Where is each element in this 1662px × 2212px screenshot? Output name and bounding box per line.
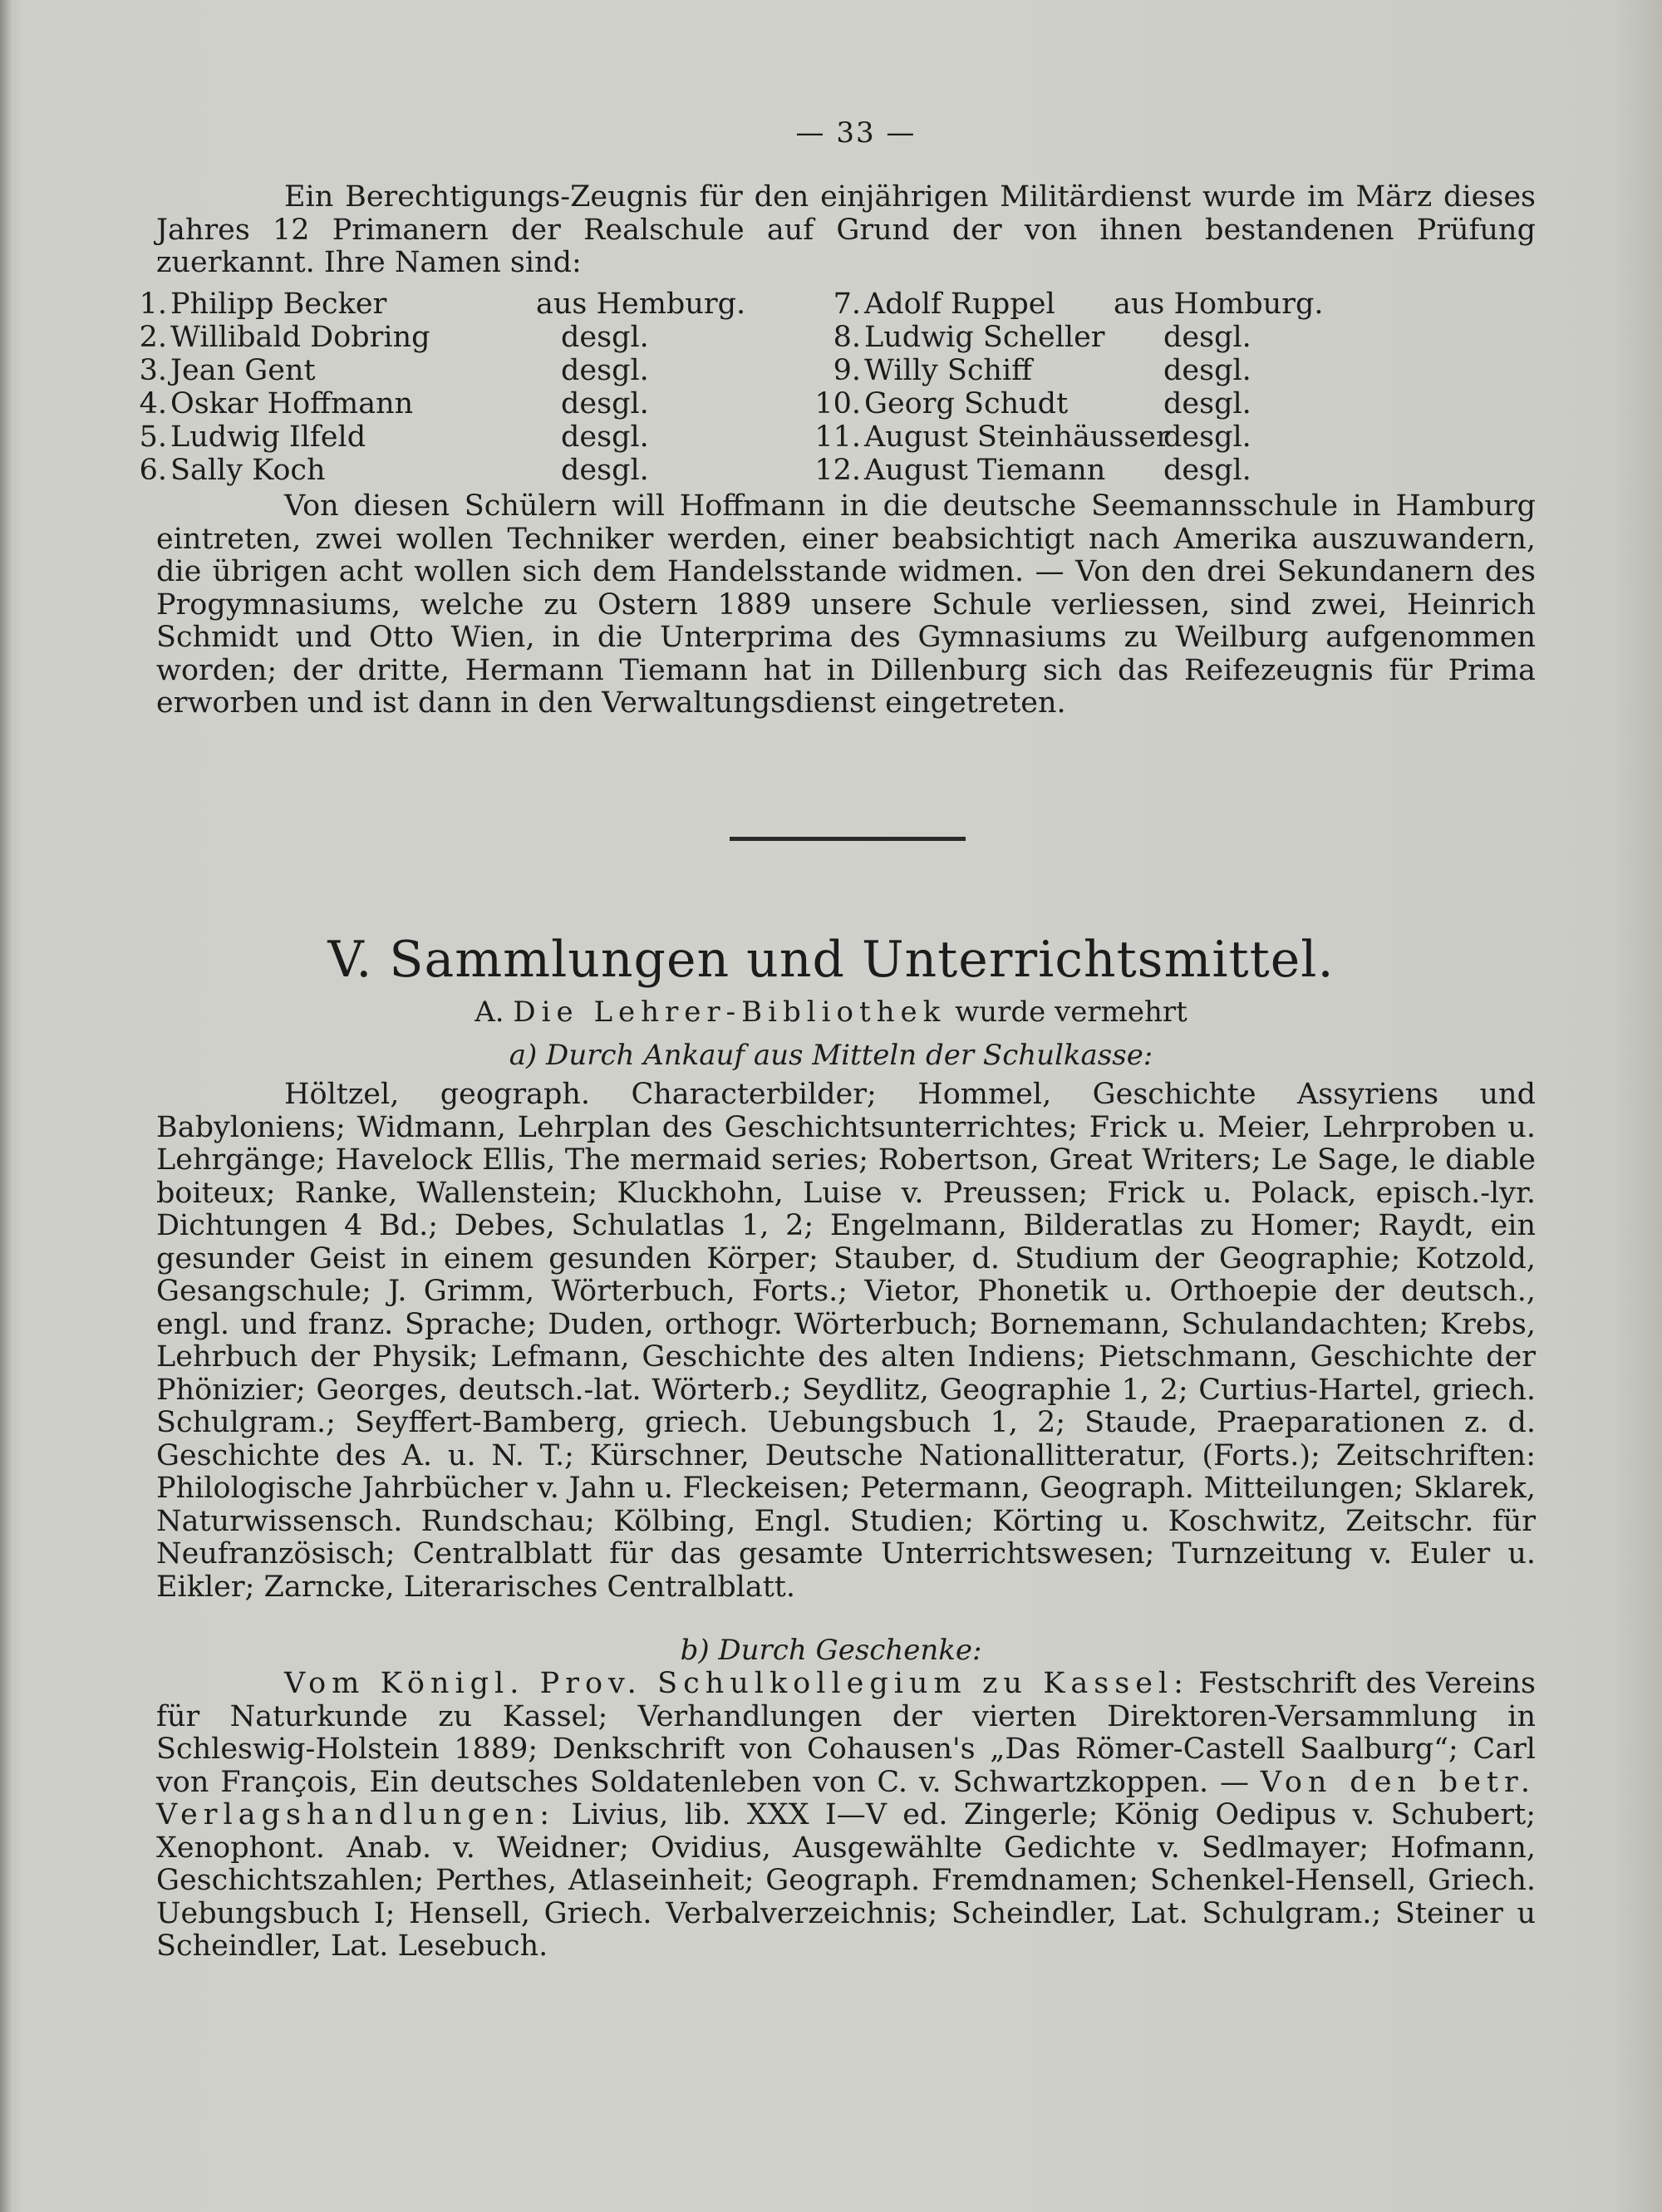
- section-divider: [730, 837, 966, 841]
- paragraph-text: Höltzel, geograph. Characterbilder; Hommel, Geschichte Assyriens und Babyloniens; Widmann, Lehrplan des Geschichtsunterrichtes; Frick u. Meier, Lehrproben u. Lehrgänge; Havelock Ellis, The mermaid series; Robertson, Great Writers; Le Sage, le diable boiteux; Ranke, Wallenstein; Kluckhohn, Luise v. Preussen; Frick u. Polack, episch.-lyr. Dichtungen 4 Bd.; Debes, Schulatlas 1, 2; Engelmann, Bilderatlas zu Homer; Raydt, ein gesunder Geist in einem gesunden Körper; Stauber, d. Studium der Geographie; Kotzold, Gesangschule; J. Grimm, Wörterbuch, Forts.; Vietor, Phonetik u. Orthoepie der deutsch., engl. und franz. Sprache; Duden, orthogr. Wörterbuch; Bornemann, Schulandachten; Krebs, Lehrbuch der Physik; Lefmann, Geschichte des alten Indiens; Pietschmann, Geschichte der Phönizier; Georges, deutsch.-lat. Wörterb.; Seydlitz, Geographie 1, 2; Curtius-Hartel, griech. Schulgram.; Seyffert-Bamberg, griech. Uebungsbuch 1, 2; Staude, Praeparationen z. d. Geschichte des A. u. N. T.; Kürschner, Deutsche Nationallitteratur, (Forts.); Zeitschriften: Philologische Jahrbücher v. Jahn u. Fleckeisen; Petermann, Geograph. Mitteilungen; Sklarek, Naturwissensch. Rundschau; Kölbing, Engl. Studien; Körting u. Koschwitz, Zeitschr. für Neufranzösisch; Centralblatt für das gesamte Unterrichtswesen; Turnzeitung v. Euler u. Eikler; Zarncke, Literarisches Centralblatt.: [156, 1078, 1536, 1604]
- student-number: 8.: [833, 321, 861, 354]
- student-name: Willibald Dobring: [170, 321, 430, 354]
- paragraph-text: Ein Berechtigungs-Zeugnis für den einjährigen Militärdienst wurde im März dieses Jahres 12 Primanern der Realschule auf Grund der von ihnen bestandenen Prüfung zuerkannt. Ihre Namen sind:: [156, 180, 1536, 279]
- gifts-list-paragraph: [156, 1668, 1536, 1964]
- student-origin: desgl.: [561, 354, 649, 387]
- student-number: 7.: [833, 288, 861, 321]
- page-number: — 33 —: [795, 116, 917, 150]
- subheading-prefix: A.: [475, 995, 504, 1029]
- student-origin: desgl.: [1163, 321, 1251, 354]
- student-number: 10.: [814, 387, 861, 420]
- student-name: Ludwig Ilfeld: [170, 420, 366, 454]
- library-subheading: [0, 995, 1662, 1029]
- student-number: 3.: [139, 354, 167, 387]
- student-name: Adolf Ruppel: [864, 288, 1055, 321]
- student-origin: aus Hemburg.: [536, 288, 746, 321]
- student-name: Georg Schudt: [864, 387, 1069, 420]
- student-list: [139, 288, 1334, 487]
- gifts-heading: b) Durch Geschenke:: [680, 1634, 982, 1667]
- student-name: August Tiemann: [864, 454, 1106, 487]
- student-number: 5.: [139, 420, 167, 454]
- student-number: 9.: [833, 354, 861, 387]
- student-name: Philipp Becker: [170, 288, 387, 321]
- student-name: Jean Gent: [170, 354, 316, 387]
- donor-spaced-1: Vom Königl. Prov. Schulkollegium zu Kassel:: [284, 1667, 1189, 1700]
- certificate-paragraph: [156, 181, 1536, 280]
- student-origin: desgl.: [1163, 454, 1251, 487]
- student-origin: desgl.: [561, 387, 649, 420]
- student-number: 4.: [139, 387, 167, 420]
- purchase-list-paragraph: [156, 1079, 1536, 1604]
- student-origin: desgl.: [561, 420, 649, 454]
- student-number: 12.: [814, 454, 861, 487]
- student-origin: aus Homburg.: [1114, 288, 1324, 321]
- student-origin: desgl.: [561, 321, 649, 354]
- gift-text-2: Livius, lib. XXX I—V ed. Zingerle; König Oedipus v. Schubert; Xenophont. Anab. v. Weidner; Ovidius, Ausgewählte Gedichte v. Sedlmayer; Hofmann, Geschichtszahlen; Perthes, Atlaseinheit; Geograph. Fremdnamen; Schenkel-Hensell, Griech. Uebungsbuch I; Hensell, Griech. Verbalverzeichnis; Scheindler, Lat. Schulgram.; Steiner u Scheindler, Lat. Lesebuch.: [156, 1798, 1536, 1963]
- student-origin: desgl.: [1163, 354, 1251, 387]
- student-name: Ludwig Scheller: [864, 321, 1105, 354]
- student-name: Sally Koch: [170, 454, 326, 487]
- page-edge-shadow: [0, 0, 12, 2212]
- student-origin: desgl.: [1163, 387, 1251, 420]
- student-name: Oskar Hoffmann: [170, 387, 414, 420]
- student-origin: desgl.: [1163, 420, 1251, 454]
- purchase-heading: a) Durch Ankauf aus Mitteln der Schulkasse:: [509, 1039, 1153, 1072]
- section-title: V. Sammlungen und Unterrichtsmittel.: [327, 931, 1335, 989]
- student-number: 11.: [814, 420, 861, 454]
- donor-spaced-2: Von den betr. Verlagshandlungen:: [156, 1765, 1537, 1831]
- paragraph-text: [156, 1668, 1536, 1964]
- students-plans-paragraph: [156, 490, 1536, 720]
- subheading-spaced-title: Die Lehrer-Bibliothek: [513, 995, 947, 1029]
- paragraph-text: Von diesen Schülern will Hoffmann in die deutsche Seemannsschule in Hamburg eintreten, zwei wollen Techniker werden, einer beabsichtigt nach Amerika auszuwandern, die übrigen acht wollen sich dem Handelsstande widmen. — Von den drei Sekundanern des Progymnasiums, welche zu Ostern 1889 unsere Schule verliessen, sind zwei, Heinrich Schmidt und Otto Wien, in die Unterprima des Gymnasiums zu Weilburg aufgenommen worden; der dritte, Hermann Tiemann hat in Dillenburg sich das Reifezeugnis für Prima erworben und ist dann in den Verwaltungsdienst eingetreten.: [156, 489, 1536, 720]
- student-name: Willy Schiff: [864, 354, 1033, 387]
- gift-text-1: Festschrift des Vereins für Naturkunde zu Kassel; Verhandlungen der vierten Direktoren-Versammlung in Schleswig-Holstein 1889; Denkschrift von Cohausen's „Das Römer-Castell Saalburg“; Carl von François, Ein deutsches Soldatenleben von C. v. Schwartzkoppen. —: [156, 1667, 1536, 1799]
- student-origin: desgl.: [561, 454, 649, 487]
- student-number: 6.: [139, 454, 167, 487]
- student-number: 1.: [139, 288, 167, 321]
- student-number: 2.: [139, 321, 167, 354]
- subheading-suffix: wurde vermehrt: [955, 995, 1187, 1029]
- student-name: August Steinhäusser: [864, 420, 1170, 454]
